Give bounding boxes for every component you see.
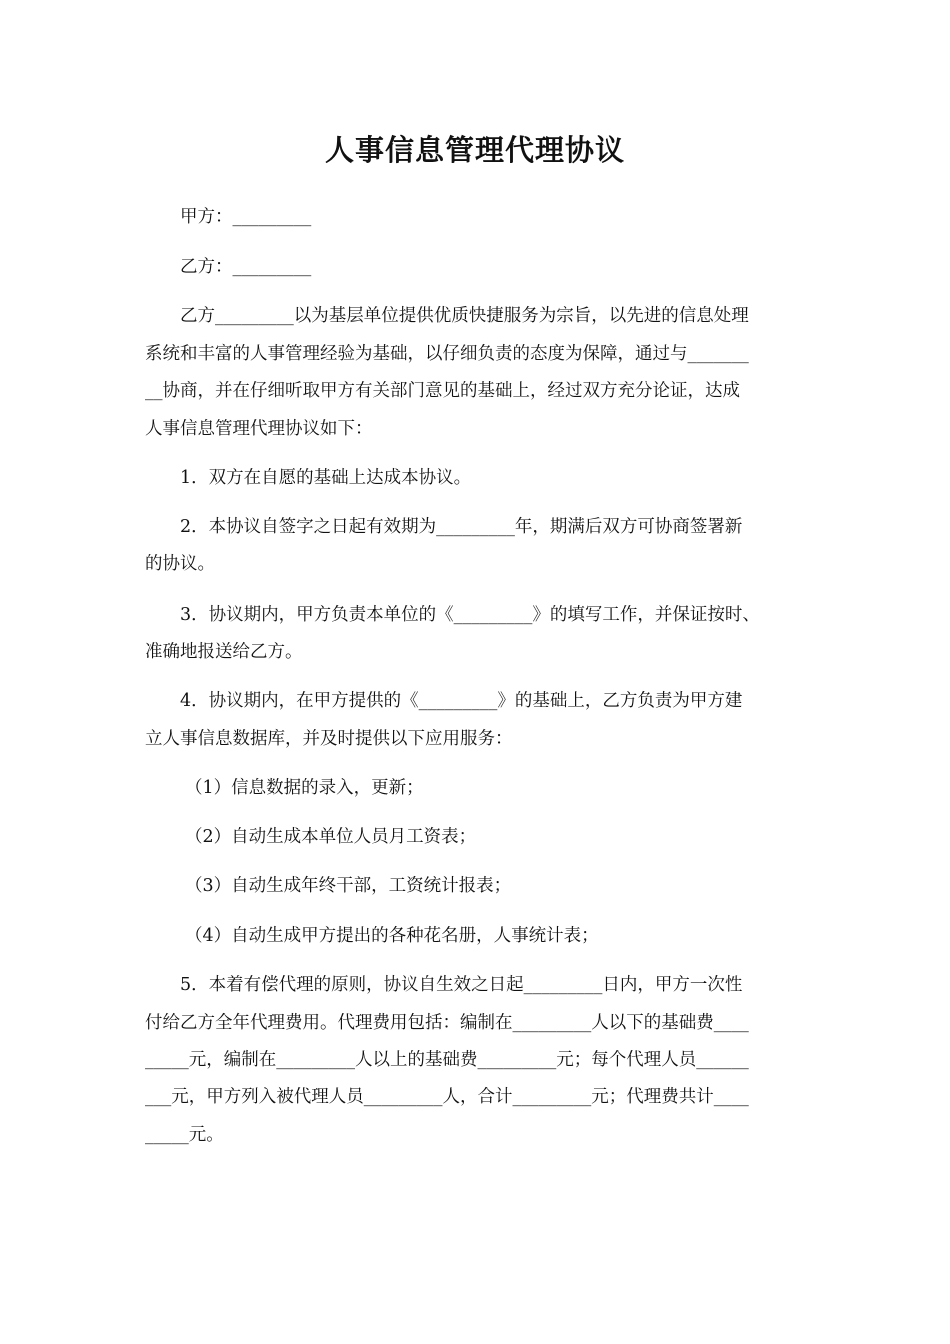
intro-line: __协商，并在仔细听取甲方有关部门意见的基础上，经过双方充分论证，达成 — [145, 381, 740, 401]
intro-line: 乙方_________以为基层单位提供优质快捷服务为宗旨，以先进的信息处理 — [180, 306, 749, 326]
service-item: （1）信息数据的录入，更新； — [185, 778, 424, 798]
clause-3-line: 准确地报送给乙方。 — [145, 642, 303, 662]
clause-4-line: 4．协议期内，在甲方提供的《_________》的基础上，乙方负责为甲方建 — [180, 691, 743, 711]
service-item: （2）自动生成本单位人员月工资表； — [185, 827, 477, 847]
service-item: （3）自动生成年终干部，工资统计报表； — [185, 876, 512, 896]
party-b-line: 乙方：_________ — [180, 257, 312, 277]
clause-3-line: 3．协议期内，甲方负责本单位的《_________》的填写工作，并保证按时、 — [180, 605, 760, 625]
clause-2-line: 2．本协议自签字之日起有效期为_________年，期满后双方可协商签署新 — [180, 517, 743, 537]
clause-4-line: 立人事信息数据库，并及时提供以下应用服务： — [145, 729, 513, 749]
intro-line: 人事信息管理代理协议如下： — [145, 419, 373, 439]
clause-5-line: _____元。 — [145, 1125, 224, 1145]
clause-1: 1．双方在自愿的基础上达成本协议。 — [180, 468, 472, 488]
intro-line: 系统和丰富的人事管理经验为基础，以仔细负责的态度为保障，通过与_______ — [145, 344, 749, 364]
clause-5-line: ___元，甲方列入被代理人员_________人，合计_________元；代理费共计____ — [145, 1087, 749, 1107]
clause-2-line: 的协议。 — [145, 554, 215, 574]
clause-5-line: 5．本着有偿代理的原则，协议自生效之日起_________日内，甲方一次性 — [180, 975, 743, 995]
clause-5-line: 付给乙方全年代理费用。代理费用包括：编制在_________人以下的基础费____ — [145, 1013, 749, 1033]
clause-5-line: _____元，编制在_________人以上的基础费_________元；每个代理人员______ — [145, 1050, 749, 1070]
document-title: 人事信息管理代理协议 — [324, 133, 625, 167]
party-a-line: 甲方：_________ — [180, 207, 312, 227]
service-item: （4）自动生成甲方提出的各种花名册，人事统计表； — [185, 926, 599, 946]
